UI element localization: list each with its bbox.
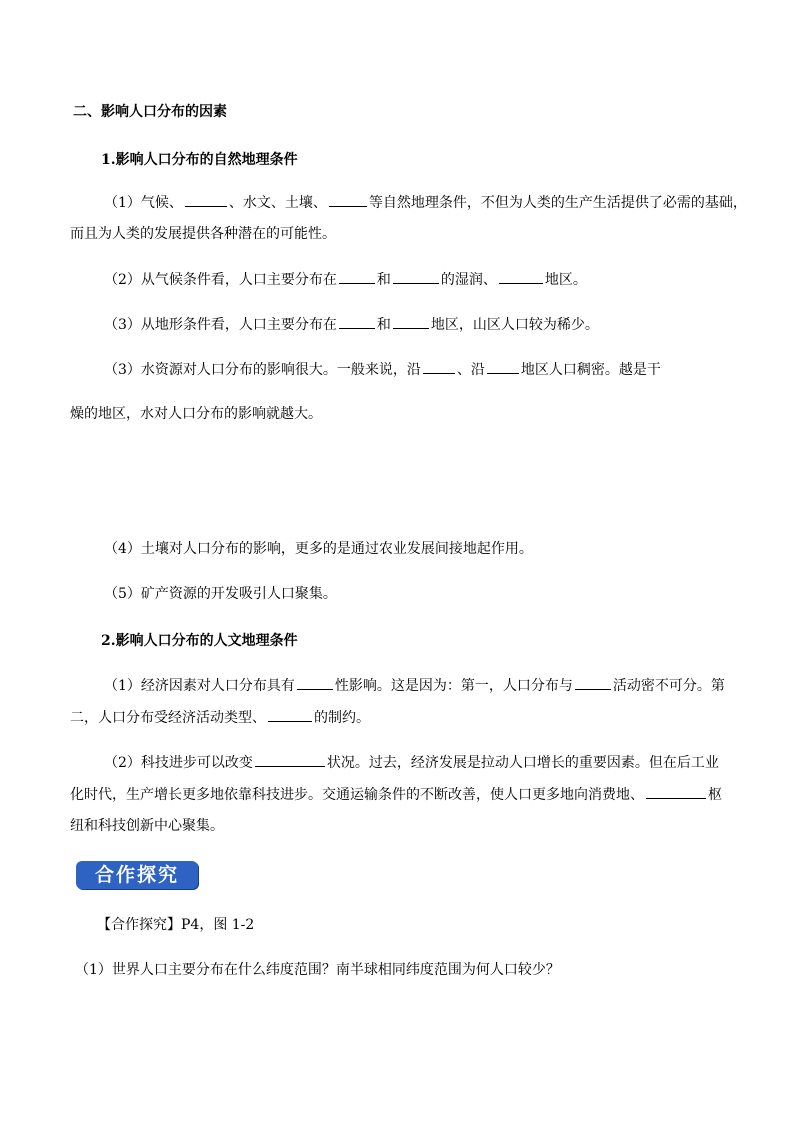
part1-item1-line1 (104, 192, 747, 213)
text-fragment: 性影响。这是因为：第一，人口分布与 (334, 678, 573, 694)
text-fragment: 地区，山区人口较为稀少。 (430, 317, 599, 333)
part2-item2-line3: 纽和科技创新中心聚集。 (70, 818, 224, 834)
fill-blank[interactable] (339, 269, 375, 284)
part2-item1-line2 (70, 707, 370, 728)
fill-blank[interactable] (575, 675, 611, 690)
text-fragment: （1）经济因素对人口分布具有 (104, 678, 295, 694)
fill-blank[interactable] (423, 359, 455, 374)
part1-item3b-line1 (104, 359, 661, 380)
part1-item2 (104, 269, 587, 290)
text-fragment: （2）科技进步可以改变 (104, 755, 253, 771)
part2-item2-line2 (70, 784, 722, 805)
fill-blank[interactable] (393, 269, 439, 284)
fill-blank[interactable] (646, 784, 706, 799)
cooperation-badge: 合作探究 (76, 861, 198, 889)
text-fragment: 的湿润、 (440, 272, 497, 288)
text-fragment: 和 (376, 317, 391, 333)
fill-blank[interactable] (393, 314, 429, 329)
fill-blank[interactable] (499, 269, 543, 284)
cooperation-question-1: （1）世界人口主要分布在什么纬度范围？南半球相同纬度范围为何人口较少？ (75, 962, 560, 978)
part2-item1-line1 (104, 675, 725, 696)
fill-blank[interactable] (329, 192, 367, 207)
fill-blank[interactable] (339, 314, 375, 329)
part1-item3 (104, 314, 599, 335)
text-fragment: 枢 (708, 787, 722, 803)
text-fragment: 二，人口分布受经济活动类型、 (70, 710, 266, 726)
fill-blank[interactable] (268, 707, 312, 722)
text-fragment: 化时代，生产增长更多地依靠科技进步。交通运输条件的不断改善，使人口更多地向消费地、 (70, 787, 644, 803)
text-fragment: （1）气候、 (104, 195, 183, 211)
part1-item5: （5）矿产资源的开发吸引人口聚集。 (104, 586, 337, 602)
part1-item1-line2: 而且为人类的发展提供各种潜在的可能性。 (70, 226, 336, 242)
text-fragment: 状况。过去，经济发展是拉动人口增长的重要因素。但在后工业 (326, 755, 719, 771)
text-fragment: （2）从气候条件看，人口主要分布在 (104, 272, 337, 288)
text-fragment: （3）从地形条件看，人口主要分布在 (104, 317, 337, 333)
text-fragment: 地区。 (544, 272, 587, 288)
part1-title: 1.影响人口分布的自然地理条件 (101, 152, 298, 168)
text-fragment: （3）水资源对人口分布的影响很大。一般来说，沿 (104, 362, 421, 378)
text-fragment: 地区人口稠密。越是干 (520, 362, 661, 378)
part1-item3b-line2: 燥的地区，水对人口分布的影响就越大。 (70, 406, 322, 422)
part2-item2-line1 (104, 752, 719, 773)
text-fragment: 、水文、土壤、 (228, 195, 327, 211)
fill-blank[interactable] (185, 192, 227, 207)
part1-item4: （4）土壤对人口分布的影响，更多的是通过农业发展间接地起作用。 (104, 541, 533, 557)
text-fragment: 等自然地理条件，不但为人类的生产生活提供了必需的基础， (368, 195, 747, 211)
text-fragment: 、沿 (456, 362, 485, 378)
text-fragment: 的制约。 (314, 710, 370, 726)
fill-blank[interactable] (297, 675, 333, 690)
cooperation-ref: 【合作探究】P4，图 1-2 (97, 917, 255, 933)
section-title: 二、影响人口分布的因素 (73, 104, 227, 120)
text-fragment: 活动密不可分。第 (612, 678, 725, 694)
fill-blank[interactable] (487, 359, 519, 374)
text-fragment: 和 (376, 272, 391, 288)
fill-blank[interactable] (255, 752, 325, 767)
part2-title: 2.影响人口分布的人文地理条件 (101, 633, 298, 649)
